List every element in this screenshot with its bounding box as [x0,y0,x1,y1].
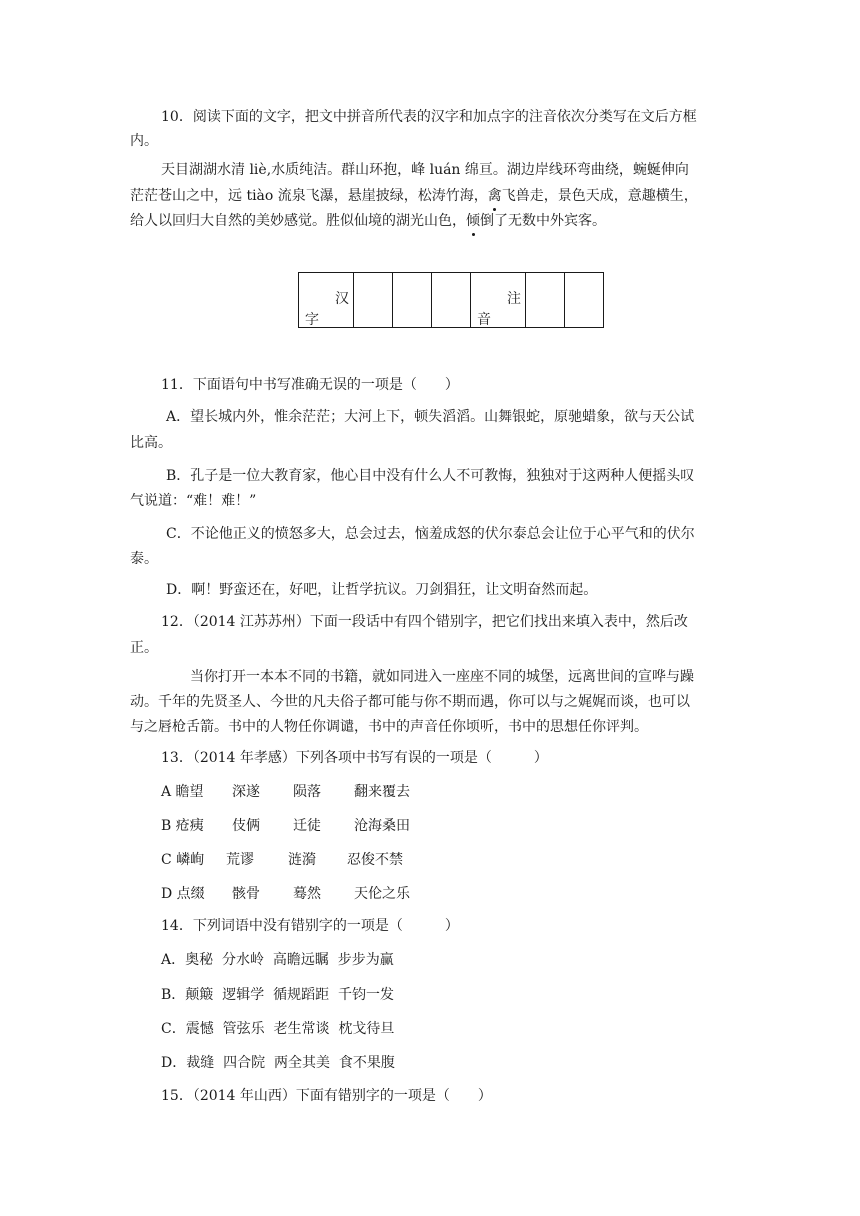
hanzi-answer-cell-2[interactable] [393,273,432,328]
q13-option-c-word4: 忍俊不禁 [347,852,403,868]
q13-option-b-word4: 沧海桑田 [354,818,410,834]
zhuyin-header-cell [471,273,526,328]
q13-option-d-word3: 蓦然 [293,886,321,902]
dotted-char-qin: 禽 [487,188,502,204]
q13-option-a-word4: 翻来覆去 [354,784,410,800]
q13-option-a-word2: 深遂 [232,784,260,800]
q12-passage-line2: 动。千年的先贤圣人、今世的凡夫俗子都可能与你不期而遇，你可以与之娓娓而谈，也可以 [130,694,690,710]
q13-option-b: B 疮痍 [161,818,204,834]
q14-option-c: C．震憾 管弦乐 老生常谈 枕戈待旦 [161,1021,395,1037]
q10-passage-line3: 给人以回归大自然的美妙感觉。胜似仙境的湖光山色，倾倒了无数中外宾客。 [130,213,606,229]
q10-stem-line1: 10．阅读下面的文字，把文中拼音所代表的汉字和加点字的注音依次分类写在文后方框 [161,109,697,125]
zhuyin-answer-cell-1[interactable] [526,273,565,328]
q11-option-c-line2: 泰。 [130,551,158,567]
hanzi-header-cell [299,273,354,328]
q12-passage-line3: 与之唇枪舌箭。书中的人物任你调谴，书中的声音任你顷听，书中的思想任你评判。 [130,719,648,735]
q12-stem-line2: 正。 [130,640,158,656]
dotted-char-qing: 倾 [466,213,480,229]
q13-option-c-word3: 涟漪 [288,852,316,868]
q13-option-a: A 瞻望 [161,784,204,800]
zhuyin-answer-cell-2[interactable] [565,273,604,328]
q13-option-c-word2: 荒谬 [226,852,254,868]
q14-option-b: B．颠簸 逻辑学 循规蹈距 千钧一发 [161,987,394,1003]
q12-passage-line1: 当你打开一本本不同的书籍，就如同进入一座座不同的城堡，远离世间的宣哗与躁 [190,669,694,685]
q14-option-d: D．裁缝 四合院 两全其美 食不果腹 [161,1055,395,1071]
zhuyin-header-char2: 音 [477,312,491,328]
q10-stem-line2: 内。 [130,133,158,149]
q10-passage-line1: 天目湖湖水清 liè,水质纯洁。群山环抱，峰 luán 绵亘。湖边岸线环弯曲绕，蜿蜒伸向 [161,162,689,178]
q11-option-c-line1: C．不论他正义的愤怒多大，总会过去，恼羞成怒的伏尔泰总会让位于心平气和的伏尔 [166,526,695,542]
hanzi-answer-cell-3[interactable] [432,273,471,328]
q13-option-a-word3: 陨落 [293,784,321,800]
q15-stem: 15．（2014 年山西）下面有错别字的一项是（ ） [161,1088,492,1104]
q11-option-a-line1: A．望长城内外，惟余茫茫；大河上下，顿失滔滔。山舞银蛇，原驰蜡象，欲与天公试 [166,409,695,425]
q13-option-d-word2: 骸骨 [232,886,260,902]
hanzi-header-char1: 汉 [335,291,349,307]
q13-option-d-word4: 天伦之乐 [354,886,410,902]
q14-option-a: A．奥秘 分水岭 高瞻远瞩 步步为赢 [161,952,394,968]
q11-option-d: D．啊！野蛮还在，好吧，让哲学抗议。刀剑猖狂，让文明奋然而起。 [166,582,598,598]
answer-table [298,272,604,328]
q14-stem: 14．下列词语中没有错别字的一项是（ ） [161,918,459,934]
q11-option-b-line1: B．孔子是一位大教育家，他心目中没有什么人不可教悔，独独对于这两种人便摇头叹 [166,468,695,484]
zhuyin-header-char1: 注 [507,291,521,307]
q13-option-d: D 点缀 [161,886,205,902]
q11-option-a-line2: 比高。 [130,435,172,451]
q11-stem: 11．下面语句中书写准确无误的一项是（ ） [161,377,459,393]
q10-passage-line2: 茫茫苍山之中，远 tiào 流泉飞瀑，悬崖披绿，松涛竹海，禽飞兽走，景色天成，意趣横生， [130,188,698,204]
q13-option-c: C 嶙峋 [161,852,205,868]
q13-option-b-word3: 迁徒 [293,818,321,834]
q11-option-b-line2: 气说道：“难！难！” [130,493,257,509]
q13-stem: 13．（2014 年孝感）下列各项中书写有误的一项是（ ） [161,750,548,766]
q13-option-b-word2: 伎俩 [232,818,260,834]
hanzi-answer-cell-1[interactable] [354,273,393,328]
q12-stem-line1: 12．（2014 江苏苏州）下面一段话中有四个错别字，把它们找出来填入表中，然后改 [161,614,688,630]
hanzi-header-char2: 字 [305,312,319,328]
